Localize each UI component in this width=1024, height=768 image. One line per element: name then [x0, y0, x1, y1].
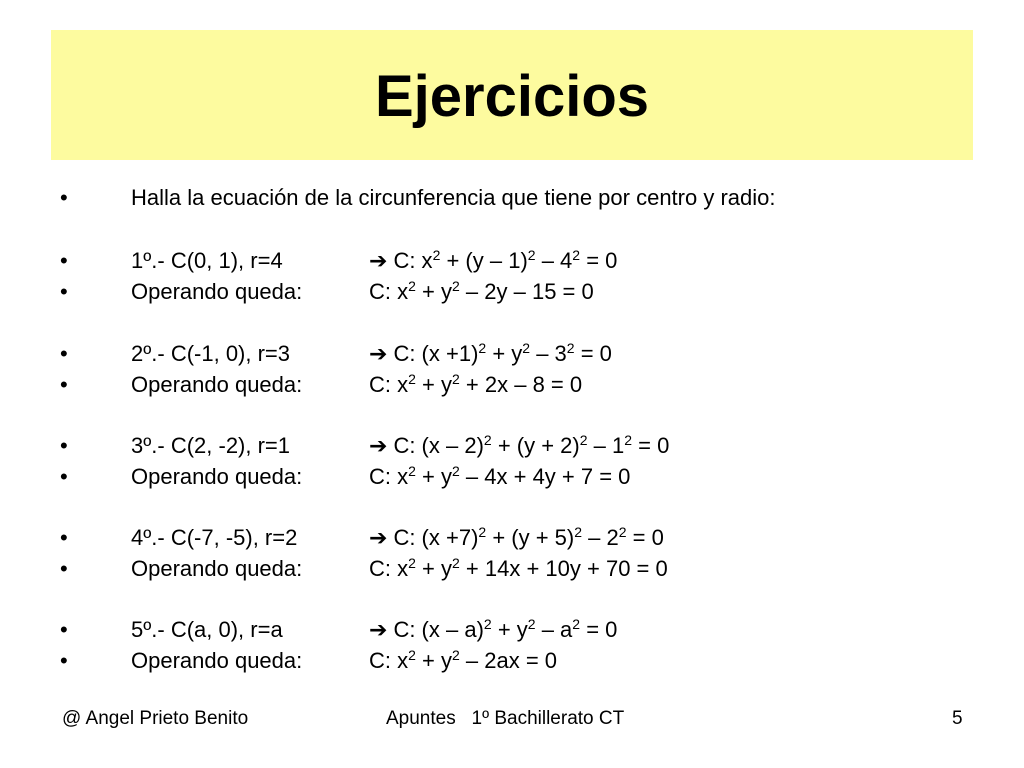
arrow-icon: ➔	[369, 248, 388, 273]
bullet-icon: •	[60, 341, 68, 366]
footer-course: Apuntes 1º Bachillerato CT	[386, 708, 625, 729]
exercise-equation: ➔ C: $(x - a)^2 + y^2 - a^2 = 0$	[369, 616, 618, 642]
arrow-icon: ➔	[369, 433, 388, 458]
footer-page-number: 5	[952, 708, 963, 729]
result-equation: C: $x^2 + y^2 - 4x + 4y + 7 = 0$	[369, 463, 631, 489]
title-banner	[51, 30, 973, 160]
exercise-equation: ➔ C: $(x - 2)^2 + (y + 2)^2 - 1^2 = 0$	[369, 432, 670, 458]
bullet-icon: •	[60, 464, 68, 489]
result-label: Operando queda:	[131, 372, 303, 397]
exercise-label: 2º.- C(-1, 0), r=3	[131, 341, 291, 366]
intro-text: Halla la ecuación de la circunferencia que tiene por centro y radio:	[131, 185, 776, 210]
arrow-icon: ➔	[369, 617, 388, 642]
exercise-label: 4º.- C(-7, -5), r=2	[131, 525, 298, 550]
bullet-icon: •	[60, 525, 68, 550]
bullet-icon: •	[60, 433, 68, 458]
bullet-icon: •	[60, 248, 68, 273]
footer-author: @ Angel Prieto Benito	[62, 708, 249, 729]
bullet-icon: •	[60, 648, 68, 673]
result-equation: C: $x^2 + y^2 + 14x + 10y + 70 = 0$	[369, 555, 668, 581]
arrow-icon: ➔	[369, 341, 388, 366]
arrow-icon: ➔	[369, 525, 388, 550]
bullet-icon: •	[60, 279, 68, 304]
result-label: Operando queda:	[131, 556, 303, 581]
result-equation: C: $x^2 + y^2 - 2y - 15 = 0$	[369, 278, 594, 304]
result-label: Operando queda:	[131, 464, 303, 489]
exercise-label: 3º.- C(2, -2), r=1	[131, 433, 291, 458]
exercise-equation: ➔ C: $(x +7)^2 + (y + 5)^2 - 2^2 = 0$	[369, 524, 664, 550]
result-equation: C: $x^2 + y^2 + 2x - 8 = 0$	[369, 371, 583, 397]
exercise-equation: ➔ C: $(x +1)^2 + y^2 - 3^2 = 0$	[369, 340, 612, 366]
bullet-icon: •	[60, 185, 68, 210]
result-label: Operando queda:	[131, 279, 303, 304]
result-label: Operando queda:	[131, 648, 303, 673]
slide-title: Ejercicios	[374, 64, 650, 129]
exercise-equation: ➔ C: $x^2 + (y - 1)^2 - 4^2 = 0$	[369, 247, 618, 273]
exercise-label: 5º.- C(a, 0), r=a	[131, 617, 283, 642]
bullet-icon: •	[60, 617, 68, 642]
bullet-icon: •	[60, 556, 68, 581]
bullet-icon: •	[60, 372, 68, 397]
result-equation: C: $x^2 + y^2 - 2ax = 0$	[369, 647, 558, 673]
exercise-label: 1º.- C(0, 1), r=4	[131, 248, 283, 273]
